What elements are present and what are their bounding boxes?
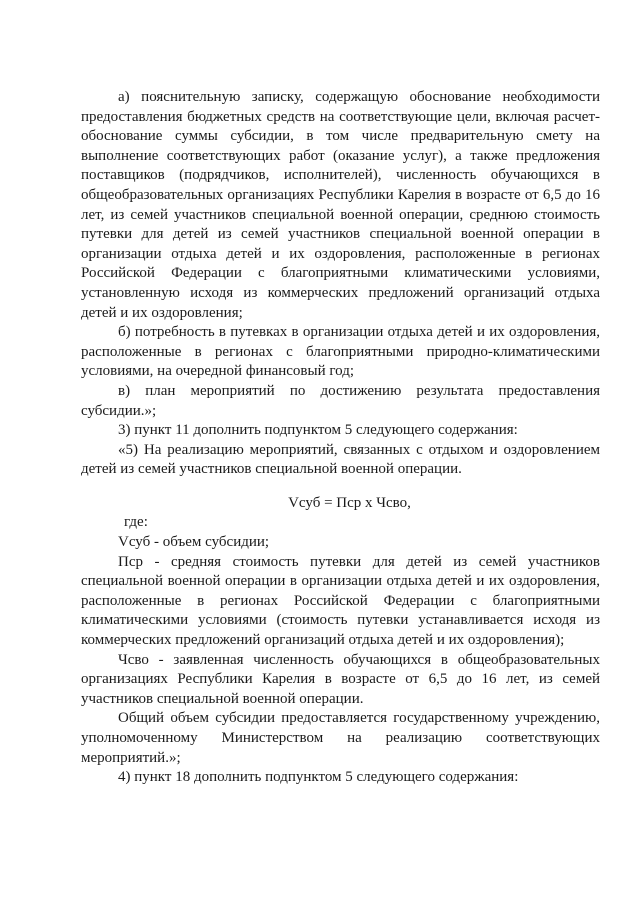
paragraph-item-4: 4) пункт 18 дополнить подпунктом 5 следующего содержания: — [118, 769, 519, 786]
paragraph-item-3: 3) пункт 11 дополнить подпунктом 5 следующего содержания: — [118, 422, 518, 439]
where-label: где: — [124, 514, 148, 531]
paragraph-a: а) пояснительную записку, содержащую обоснование необходимости предоставления бюджетных средств на соответствующие цели, включая расчет-обоснование суммы субсидии, в том числе предварительную смету на выполнение соответствующих работ (оказание услуг), а также предложения поставщиков (подрядчиков, исполнителей), численность обучающихся в общеобразовательных организациях Республики Карелия в возрасте от 6,5 до 16 лет, из семей участников специальной военной операции, среднюю стоимость путевки для детей из семей участников специальной военной операции в организации отдыха детей и их оздоровления, расположенные в регионах Российской Федерации с благоприятными климатическими условиями, установленную исходя из коммерческих предложений организаций отдыха детей и их оздоровления; — [81, 89, 600, 321]
subsidy-formula: Vсуб = Пср х Чсво, — [288, 494, 411, 511]
definition-psr: Пср - средняя стоимость путевки для детей из семей участников специальной военной операции в организации отдыха детей и их оздоровления, расположенные в регионах Российской Федерации с благоприятными климатическими условиями (стоимость путевки устанавливается исходя из коммерческих предложений организаций отдыха детей и их оздоровления); — [81, 553, 600, 649]
paragraph-v: в) план мероприятий по достижению результата предоставления субсидии.»; — [81, 382, 600, 419]
paragraph-total-volume: Общий объем субсидии предоставляется государственному учреждению, уполномоченному Министерством на реализацию соответствующих мероприятий.»; — [81, 710, 600, 766]
definition-chsvo: Чсво - заявленная численность обучающихся в общеобразовательных организациях Республики Карелия в возрасте от 6,5 до 16 лет, из семей участников специальной военной операции. — [81, 651, 600, 707]
definition-vsub: Vсуб - объем субсидии; — [118, 534, 270, 551]
paragraph-subitem-5: «5) На реализацию мероприятий, связанных с отдыхом и оздоровлением детей из семей участников специальной военной операции. — [81, 441, 600, 478]
paragraph-b: б) потребность в путевках в организации отдыха детей и их оздоровления, расположенные в регионах с благоприятными природно-климатическими условиями, на очередной финансовый год; — [81, 324, 600, 380]
